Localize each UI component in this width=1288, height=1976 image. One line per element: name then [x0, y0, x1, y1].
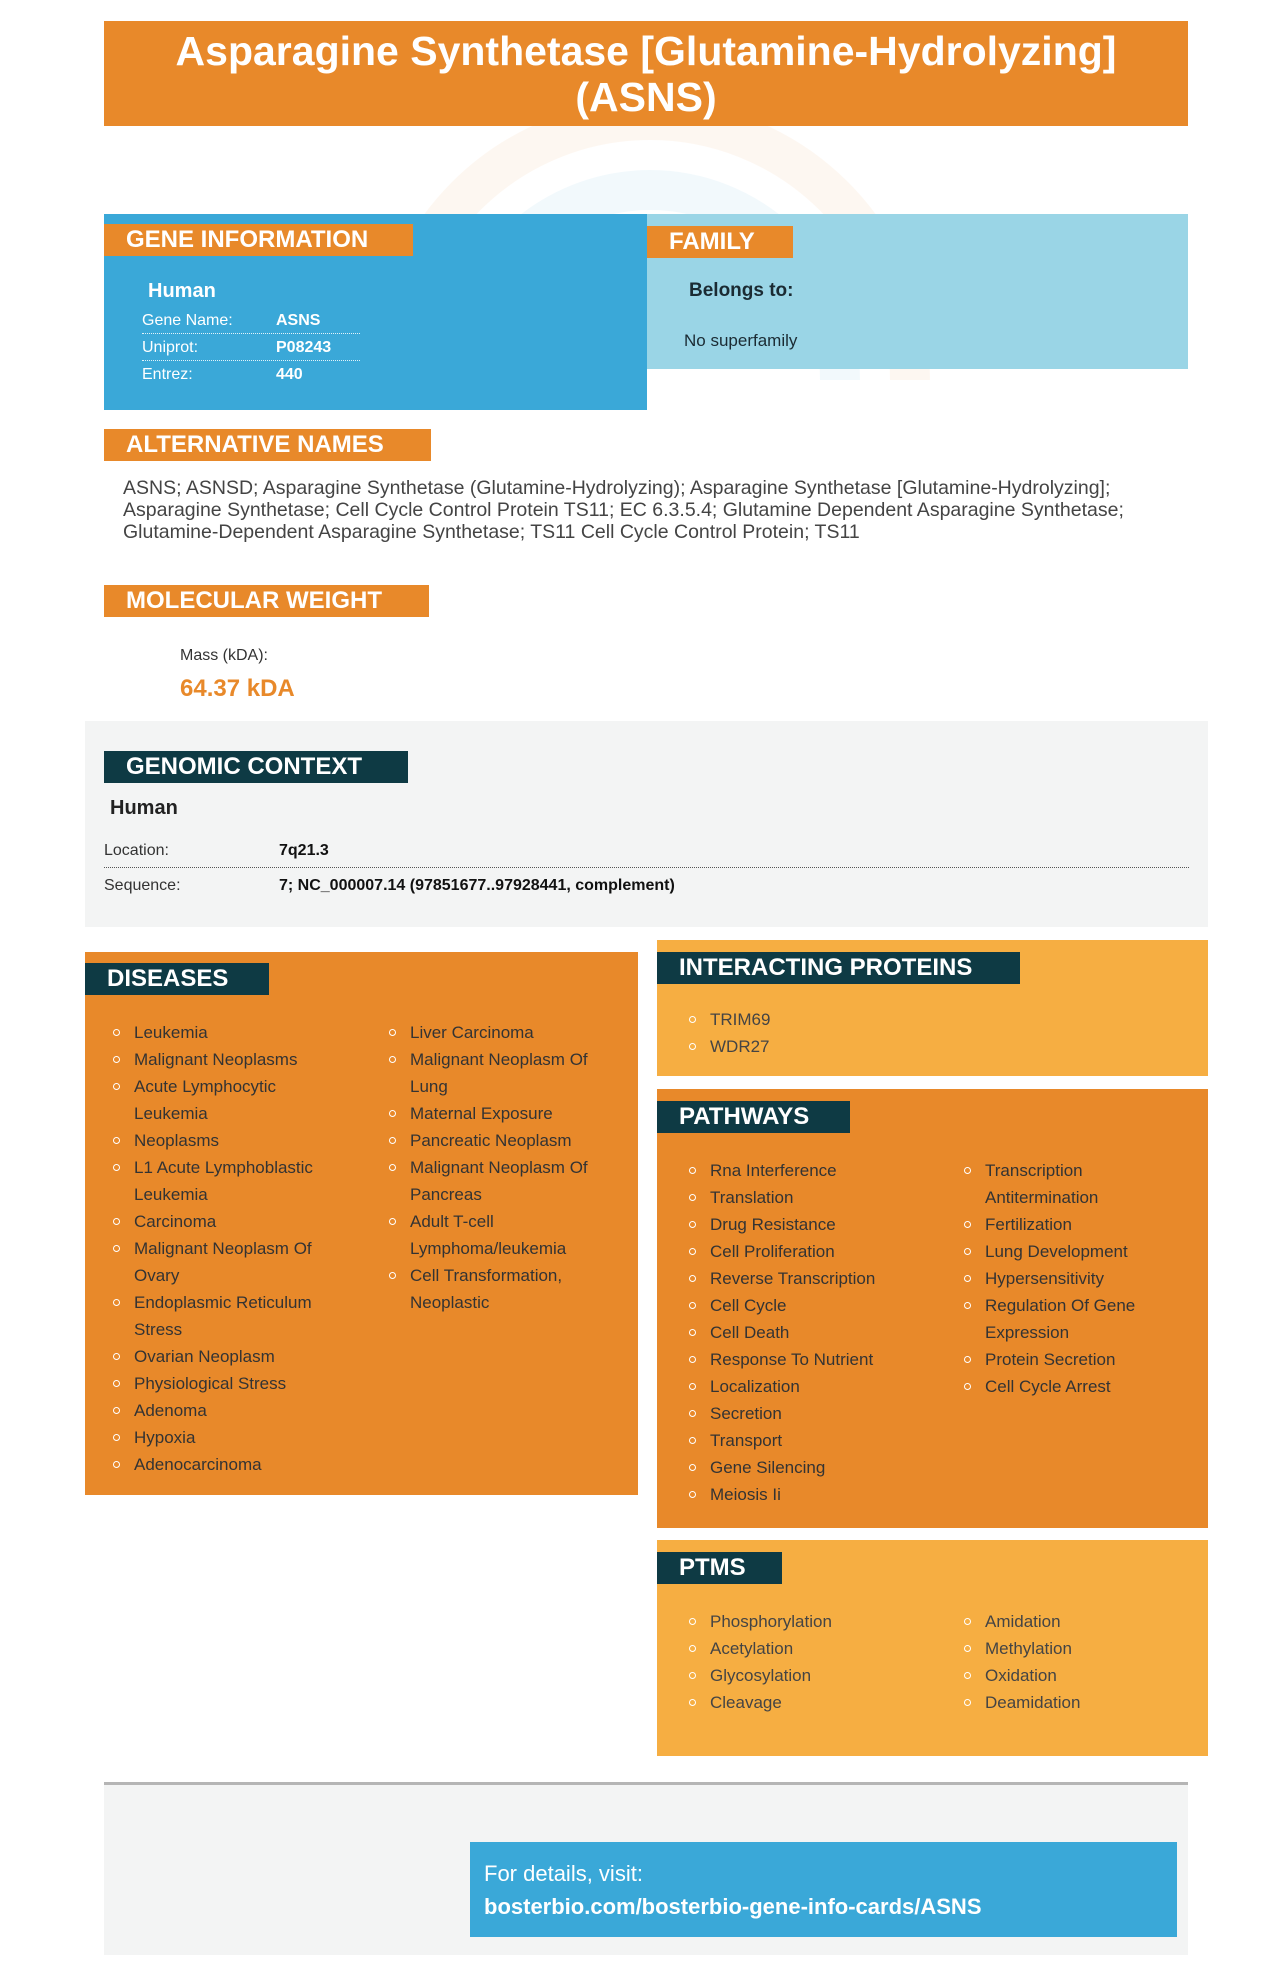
list-item: Secretion — [675, 1400, 935, 1427]
alternative-names-heading: ALTERNATIVE NAMES — [104, 429, 431, 461]
genomic-context-heading: GENOMIC CONTEXT — [104, 751, 408, 783]
list-item: Transport — [675, 1427, 935, 1454]
ptms-heading: PTMS — [657, 1552, 782, 1584]
diseases-list — [99, 1019, 334, 1478]
list-item: Regulation Of Gene Expression — [950, 1292, 1190, 1346]
gene-row-value: 440 — [276, 366, 303, 383]
footer-details-link[interactable] — [470, 1842, 1177, 1937]
list-item: Cell Proliferation — [675, 1238, 935, 1265]
list-item: Protein Secretion — [950, 1346, 1190, 1373]
list-item: Localization — [675, 1373, 935, 1400]
list-item: Cleavage — [675, 1689, 935, 1716]
pathways-list — [675, 1157, 935, 1508]
genomic-row-label: Location: — [104, 842, 169, 859]
interacting-proteins-list — [675, 1006, 975, 1060]
gene-information-heading: GENE INFORMATION — [104, 224, 413, 256]
page-title: Asparagine Synthetase [Glutamine-Hydrolyzing] (ASNS) — [104, 21, 1188, 126]
list-item: Cell Death — [675, 1319, 935, 1346]
list-item: Rna Interference — [675, 1157, 935, 1184]
list-item: Neoplasms — [99, 1127, 334, 1154]
diseases-list — [375, 1019, 610, 1316]
genomic-row — [104, 834, 1189, 868]
gene-row-label: Entrez: — [142, 366, 193, 383]
gene-row — [142, 334, 360, 361]
gene-row-value: P08243 — [276, 339, 332, 356]
genomic-context-panel — [85, 721, 1208, 927]
pathways-heading: PATHWAYS — [657, 1101, 850, 1133]
gene-row-label: Gene Name: — [142, 312, 233, 329]
list-item: Meiosis Ii — [675, 1481, 935, 1508]
alternative-names-text: ASNS; ASNSD; Asparagine Synthetase (Glutamine-Hydrolyzing); Asparagine Synthetase [Glutamine-Hydrolyzing]; Asparagine Synthetase; Cell Cycle Control Protein TS11; EC 6.3.5.4; Glutamine Dependent Asparagine Synthetase; Glutamine-Dependent Asparagine Synthetase; TS11 Cell Cycle Control Protein; TS11 — [123, 477, 1124, 543]
list-item: Malignant Neoplasm Of Lung — [375, 1046, 610, 1100]
pathways-list — [950, 1157, 1190, 1400]
list-item: Adenocarcinoma — [99, 1451, 334, 1478]
list-item: Hypoxia — [99, 1424, 334, 1451]
list-item: Malignant Neoplasm Of Pancreas — [375, 1154, 610, 1208]
gene-row-value: ASNS — [276, 312, 321, 329]
mass-label: Mass (kDA): — [180, 647, 268, 664]
list-item: Transcription Antitermination — [950, 1157, 1190, 1211]
ptms-list — [675, 1608, 935, 1716]
list-item: Acetylation — [675, 1635, 935, 1662]
list-item: Deamidation — [950, 1689, 1190, 1716]
list-item: Hypersensitivity — [950, 1265, 1190, 1292]
interacting-proteins-heading: INTERACTING PROTEINS — [657, 952, 1020, 984]
gene-row-label: Uniprot: — [142, 339, 199, 356]
gene-row — [142, 307, 360, 334]
list-item: Fertilization — [950, 1211, 1190, 1238]
list-item: Adult T-cell Lymphoma/leukemia — [375, 1208, 610, 1262]
list-item: Methylation — [950, 1635, 1190, 1662]
list-item: TRIM69 — [675, 1006, 975, 1033]
diseases-heading: DISEASES — [85, 963, 269, 995]
genomic-row — [104, 869, 1189, 903]
list-item: Adenoma — [99, 1397, 334, 1424]
list-item: Physiological Stress — [99, 1370, 334, 1397]
list-item: Endoplasmic Reticulum Stress — [99, 1289, 334, 1343]
genomic-row-label: Sequence: — [104, 877, 181, 894]
gene-information-panel — [104, 214, 647, 410]
list-item: Drug Resistance — [675, 1211, 935, 1238]
list-item: Gene Silencing — [675, 1454, 935, 1481]
molecular-weight-heading: MOLECULAR WEIGHT — [104, 585, 429, 617]
gene-row — [142, 361, 360, 388]
list-item: Malignant Neoplasms — [99, 1046, 334, 1073]
list-item: Amidation — [950, 1608, 1190, 1635]
family-belongs-label: Belongs to: — [689, 280, 794, 301]
list-item: WDR27 — [675, 1033, 975, 1060]
list-item: Cell Cycle Arrest — [950, 1373, 1190, 1400]
list-item: Ovarian Neoplasm — [99, 1343, 334, 1370]
list-item: Translation — [675, 1184, 935, 1211]
list-item: Reverse Transcription — [675, 1265, 935, 1292]
genomic-row-value: 7q21.3 — [279, 842, 329, 859]
gene-species: Human — [148, 280, 216, 302]
family-value: No superfamily — [684, 331, 798, 350]
family-heading: FAMILY — [647, 226, 793, 258]
genomic-row-value: 7; NC_000007.14 (97851677..97928441, complement) — [279, 877, 675, 894]
list-item: Carcinoma — [99, 1208, 334, 1235]
list-item: Liver Carcinoma — [375, 1019, 610, 1046]
list-item: Malignant Neoplasm Of Ovary — [99, 1235, 334, 1289]
list-item: Phosphorylation — [675, 1608, 935, 1635]
list-item: Leukemia — [99, 1019, 334, 1046]
list-item: Cell Transformation, Neoplastic — [375, 1262, 610, 1316]
list-item: Cell Cycle — [675, 1292, 935, 1319]
list-item: Acute Lymphocytic Leukemia — [99, 1073, 334, 1127]
list-item: L1 Acute Lymphoblastic Leukemia — [99, 1154, 334, 1208]
list-item: Lung Development — [950, 1238, 1190, 1265]
footer-url[interactable]: bosterbio.com/bosterbio-gene-info-cards/ASNS — [484, 1894, 982, 1919]
list-item: Oxidation — [950, 1662, 1190, 1689]
footer-details-label: For details, visit: — [484, 1861, 643, 1886]
ptms-list — [950, 1608, 1190, 1716]
list-item: Glycosylation — [675, 1662, 935, 1689]
genomic-species: Human — [110, 797, 178, 819]
list-item: Response To Nutrient — [675, 1346, 935, 1373]
mass-value: 64.37 kDA — [180, 675, 295, 702]
family-panel — [647, 214, 1188, 369]
list-item: Pancreatic Neoplasm — [375, 1127, 610, 1154]
list-item: Maternal Exposure — [375, 1100, 610, 1127]
